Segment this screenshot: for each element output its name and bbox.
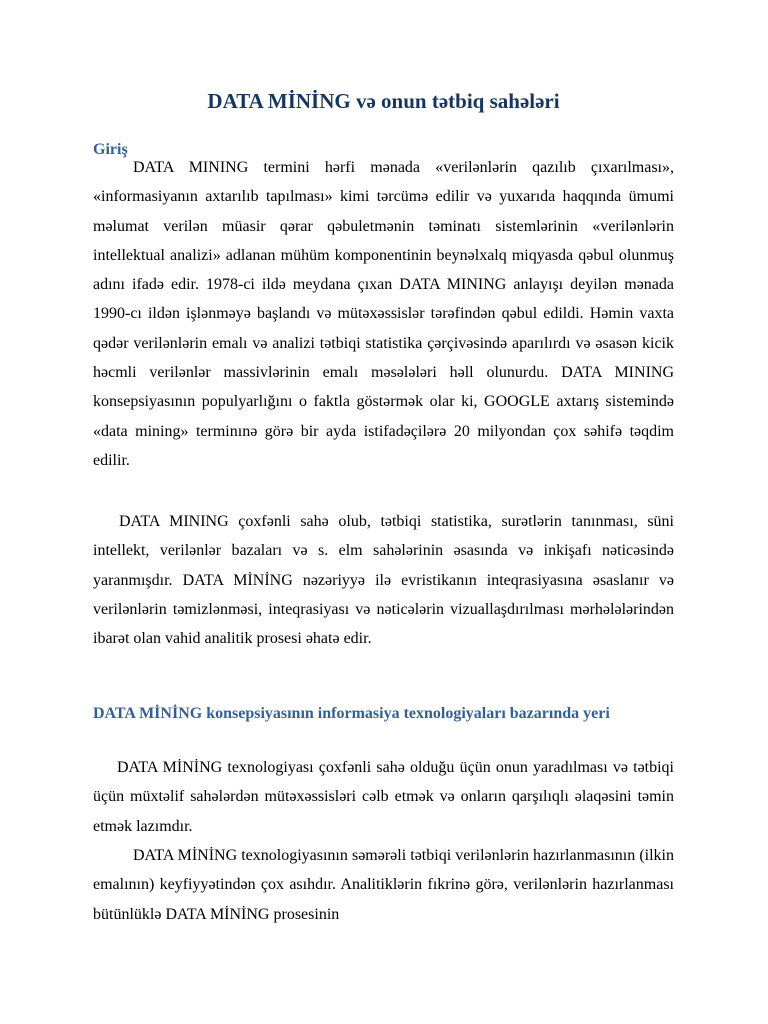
document-title: DATA MİNİNG və onun tətbiq sahələri [207,89,560,113]
section-heading-intro: Giriş [93,141,128,158]
section-heading-market: DATA MİNİNG konsepsiyasının informasiya texnologiyaları bazarında yeri [93,705,610,722]
paragraph: DATA MINING termini hərfi mənada «verilənlərin qazılıb çıxarılması», «informasiyanın axtarılıb tapılması» kimi tərcümə edilir və yuxarıda haqqında ümumi məlumat verilən müasir qərar qəbuletmənin təminatı sistemlərinin «verilənlərin intellektual analizi» adlanan mühüm komponentinin beynəlxalq miqyasda qəbul olunmuş adını ifadə edir. 1978-ci ildə meydana çıxan DATA MINING anlayışı deyilən mənada 1990-cı ildən işlənməyə başlandı və mütəxəssislər tərəfindən qəbul edildi. Həmin vaxta qədər verilənlərin emalı və analizi tətbiqi statistika çərçivəsində aparılırdı və əsasən kicik həcmli verilənlər massivlərinin emalı məsələləri həll olunurdu. DATA MINING konsepsiyasının populyarlığını o faktla göstərmək olar ki, GOOGLE axtarış sistemində «data mining» terminınə görə bir ayda istifadəçilərə 20 milyondan çox səhifə təqdim edilir. [93,159,674,469]
paragraph: DATA MINING çoxfənli sahə olub, tətbiqi statistika, surətlərin tanınması, süni intellekt, verilənlər bazaları və s. elm sahələrinin əsasında və inkişafı nəticəsində yaranmışdır. DATA MİNİNG nəzəriyyə ilə evristikanın inteqrasiyasına əsaslanır və verilənlərin təmizlənməsi, inteqrasiyası və nəticələrin vizuallaşdırılması mərhələlərindən ibarət olan vahid analitik prosesi əhatə edir. [93,513,674,648]
paragraph: DATA MİNİNG texnologiyası çoxfənli sahə olduğu üçün onun yaradılması və tətbiqi üçün müxtəlif sahələrdən mütəxəssisləri cəlb etmək və onların qarşılıqlı əlaqəsini təmin etmək lazımdır. [93,759,674,835]
paragraph: DATA MİNİNG texnologiyasının səmərəli tətbiqi verilənlərin hazırlanmasının (ilkin emalının) keyfiyyətindən çox asıhdır. Analitiklərin fıkrinə görə, verilənlərin hazırlanması bütünlüklə DATA MİNİNG prosesinin [93,847,674,923]
